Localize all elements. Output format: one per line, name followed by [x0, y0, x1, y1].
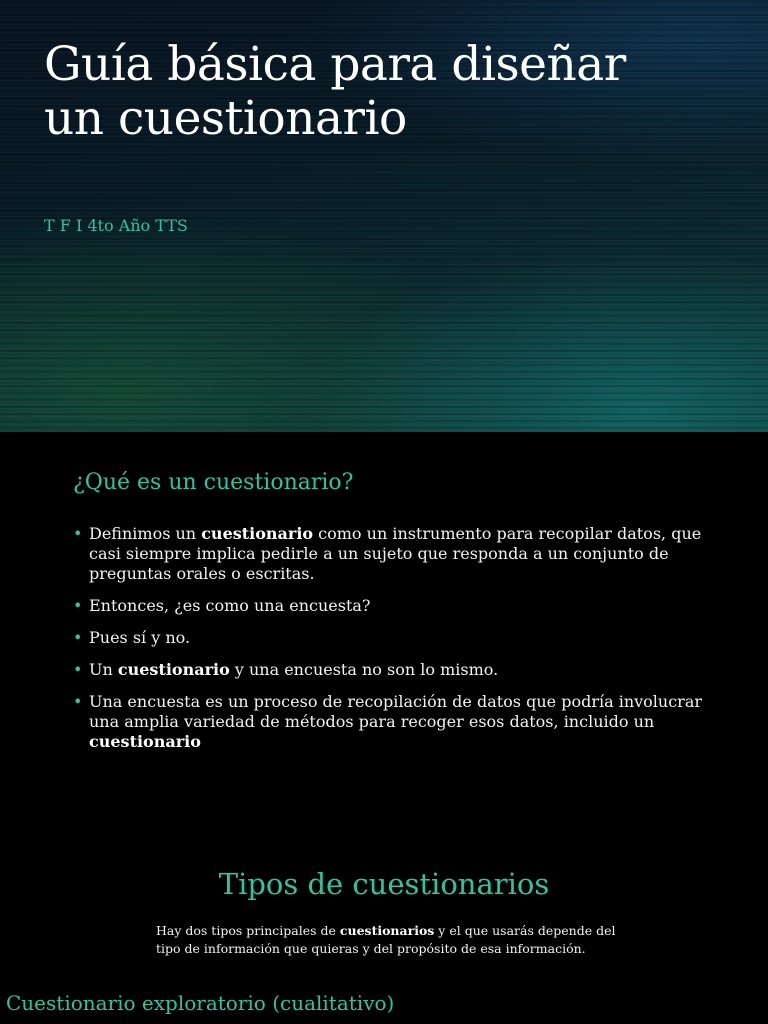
slide-title: Guía básica para diseñar un cuestionario — [44, 37, 626, 146]
bullet-text: Una encuesta es un proceso de recopilación de datos que podría involucrar una amplia variedad de métodos para recoger esos datos, incluido un — [89, 692, 703, 731]
types-heading: Tipos de cuestionarios — [218, 867, 550, 901]
bullet-item — [73, 596, 713, 616]
types-intro-text: Hay dos tipos principales de — [156, 923, 340, 938]
types-intro-paragraph — [156, 922, 636, 958]
types-intro-bold-term: cuestionarios — [339, 923, 435, 938]
bullet-text: Entonces, ¿es como una encuesta? — [89, 596, 371, 615]
bullet-icon: • — [73, 692, 83, 711]
bullet-bold-term: cuestionario — [201, 524, 314, 543]
bullet-text: Definimos un — [89, 524, 202, 543]
types-subheading: Cuestionario exploratorio (cualitativo) — [6, 991, 395, 1015]
bullet-item — [73, 660, 713, 680]
definition-heading: ¿Qué es un cuestionario? — [73, 470, 354, 495]
title-slide — [0, 0, 768, 432]
bullet-item — [73, 524, 713, 584]
bullet-icon: • — [73, 524, 83, 543]
bullet-text: como un instrumento para recopilar datos, que casi siempre implica pedirle a un sujeto que responda a un conjunto de preguntas orales o escritas. — [89, 524, 702, 583]
bullet-icon: • — [73, 628, 83, 647]
bullet-bold-term: cuestionario — [117, 660, 230, 679]
bullet-icon: • — [73, 596, 83, 615]
definition-slide — [0, 432, 768, 864]
bullet-text: y una encuesta no son lo mismo. — [229, 660, 499, 679]
bullet-text: Un — [89, 660, 118, 679]
definition-bullet-list — [73, 524, 713, 764]
bullet-item — [73, 628, 713, 648]
bullet-icon: • — [73, 660, 83, 679]
bullet-bold-term: cuestionario — [89, 732, 201, 751]
types-slide — [0, 864, 768, 1024]
bullet-text: Pues sí y no. — [89, 628, 191, 647]
types-intro-text: y el que usarás depende del tipo de información que quieras y del propósito de esa información. — [156, 923, 616, 956]
slide-subtitle: T F I 4to Año TTS — [44, 216, 188, 235]
bullet-item — [73, 692, 713, 752]
